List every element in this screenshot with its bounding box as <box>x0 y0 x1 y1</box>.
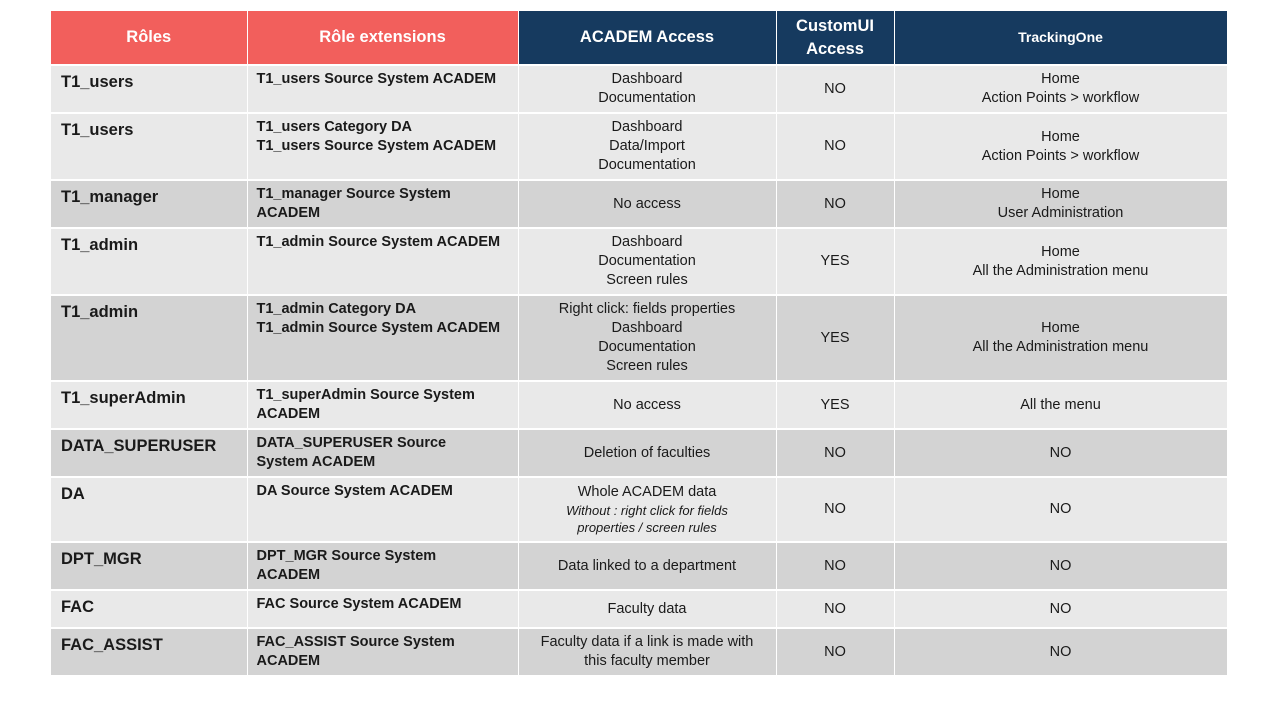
academ-access-line: Dashboard <box>611 320 683 336</box>
table-row <box>51 590 1227 628</box>
role-cell: T1_admin <box>51 228 247 295</box>
academ-access-line: Documentation <box>598 157 696 173</box>
table-row <box>51 542 1227 590</box>
academ-access-cell <box>518 180 776 228</box>
academ-access-note: properties / screen rules <box>577 520 717 535</box>
trackingone-cell <box>894 65 1227 113</box>
role-extension-cell <box>247 295 518 381</box>
trackingone-cell <box>894 113 1227 180</box>
academ-access-line: Faculty data if a link is made with <box>540 634 754 650</box>
table-row <box>51 65 1227 113</box>
academ-access-line: Whole ACADEM data <box>577 484 717 500</box>
trackingone-line: NO <box>1049 600 1072 617</box>
trackingone-line: NO <box>1049 444 1072 461</box>
academ-access-line: Dashboard <box>611 119 683 135</box>
customui-access-cell: NO <box>776 628 894 676</box>
customui-access-cell: NO <box>776 477 894 542</box>
header-roles: Rôles <box>51 11 247 65</box>
trackingone-line: Home <box>1041 71 1080 87</box>
header-trackingone: TrackingOne <box>894 11 1227 65</box>
role-extension-line: FAC Source System ACADEM <box>256 596 462 612</box>
academ-access-cell <box>518 542 776 590</box>
header-row <box>51 11 1227 65</box>
role-extension-line: T1_admin Source System ACADEM <box>256 320 501 336</box>
role-extension-line: T1_users Source System ACADEM <box>256 138 497 154</box>
role-extension-cell <box>247 590 518 628</box>
trackingone-line: Action Points > workflow <box>981 147 1140 164</box>
header-academ-access: ACADEM Access <box>518 11 776 65</box>
trackingone-line: Home <box>1041 320 1080 336</box>
academ-access-cell <box>518 590 776 628</box>
academ-access-line: Documentation <box>598 90 696 106</box>
trackingone-line: All the menu <box>1020 396 1101 413</box>
trackingone-line: All the Administration menu <box>972 262 1149 279</box>
role-extension-cell <box>247 381 518 429</box>
trackingone-line: Home <box>1041 186 1080 202</box>
role-cell: DATA_SUPERUSER <box>51 429 247 477</box>
customui-access-cell: YES <box>776 228 894 295</box>
role-cell: T1_manager <box>51 180 247 228</box>
trackingone-line: NO <box>1049 501 1072 517</box>
role-cell: DPT_MGR <box>51 542 247 590</box>
role-extension-line: ACADEM <box>256 406 321 422</box>
role-cell: T1_users <box>51 113 247 180</box>
role-extension-cell <box>247 228 518 295</box>
table-row <box>51 180 1227 228</box>
trackingone-line: Home <box>1041 243 1080 260</box>
role-extension-cell <box>247 429 518 477</box>
role-extension-cell <box>247 113 518 180</box>
customui-access-cell: NO <box>776 180 894 228</box>
academ-access-line: No access <box>613 396 681 413</box>
role-extension-line: T1_superAdmin Source System <box>256 387 475 403</box>
customui-access-cell: NO <box>776 429 894 477</box>
academ-access-cell <box>518 477 776 542</box>
trackingone-cell <box>894 228 1227 295</box>
academ-access-line: Faculty data <box>607 600 687 617</box>
table-row <box>51 429 1227 477</box>
role-extension-cell <box>247 477 518 542</box>
trackingone-cell <box>894 628 1227 676</box>
role-extension-line: T1_admin Source System ACADEM <box>256 234 501 250</box>
academ-access-line: Right click: fields properties <box>558 301 736 317</box>
customui-access-cell: YES <box>776 381 894 429</box>
table-row <box>51 228 1227 295</box>
role-extension-cell <box>247 180 518 228</box>
role-extension-line: ACADEM <box>256 653 321 669</box>
academ-access-line: Documentation <box>598 253 696 269</box>
academ-access-cell <box>518 381 776 429</box>
role-extension-line: FAC_ASSIST Source System <box>256 634 455 650</box>
academ-access-line: No access <box>613 195 681 212</box>
role-extension-line: T1_users Source System ACADEM <box>256 71 497 87</box>
header-customui-access <box>776 11 894 65</box>
trackingone-line: All the Administration menu <box>972 339 1149 355</box>
role-extension-cell <box>247 628 518 676</box>
table-row <box>51 628 1227 676</box>
role-extension-line: System ACADEM <box>256 454 376 470</box>
role-extension-line: DA Source System ACADEM <box>256 483 453 499</box>
customui-access-cell: NO <box>776 113 894 180</box>
trackingone-line: Action Points > workflow <box>981 90 1140 106</box>
customui-access-cell: YES <box>776 295 894 381</box>
header-role-extensions: Rôle extensions <box>247 11 518 65</box>
role-extension-line: ACADEM <box>256 205 321 221</box>
trackingone-cell <box>894 590 1227 628</box>
academ-access-cell <box>518 295 776 381</box>
role-extension-cell <box>247 542 518 590</box>
role-extension-line: T1_users Category DA <box>256 119 413 135</box>
role-cell: FAC_ASSIST <box>51 628 247 676</box>
role-extension-line: T1_manager Source System <box>256 186 451 202</box>
academ-access-cell <box>518 429 776 477</box>
role-cell: T1_users <box>51 65 247 113</box>
header-customui-line2: Access <box>806 39 864 58</box>
academ-access-line: Data linked to a department <box>557 557 737 574</box>
customui-access-cell: NO <box>776 65 894 113</box>
trackingone-line: NO <box>1049 643 1072 660</box>
role-extension-line: ACADEM <box>256 567 321 583</box>
academ-access-cell <box>518 628 776 676</box>
academ-access-note: Without : right click for fields <box>566 503 728 518</box>
role-extension-line: T1_admin Category DA <box>256 301 417 317</box>
trackingone-cell <box>894 542 1227 590</box>
academ-access-cell <box>518 113 776 180</box>
role-cell: DA <box>51 477 247 542</box>
customui-access-cell: NO <box>776 542 894 590</box>
trackingone-cell <box>894 477 1227 542</box>
role-cell: T1_superAdmin <box>51 381 247 429</box>
header-customui-line1: CustomUI <box>796 16 874 35</box>
trackingone-line: NO <box>1049 557 1072 574</box>
academ-access-line: Documentation <box>598 339 696 355</box>
table-row <box>51 381 1227 429</box>
table-row <box>51 477 1227 542</box>
role-cell: T1_admin <box>51 295 247 381</box>
customui-access-cell: NO <box>776 590 894 628</box>
trackingone-cell <box>894 295 1227 381</box>
trackingone-line: User Administration <box>997 205 1124 221</box>
academ-access-line: Screen rules <box>606 272 688 288</box>
trackingone-line: Home <box>1041 128 1080 145</box>
trackingone-cell <box>894 381 1227 429</box>
trackingone-cell <box>894 180 1227 228</box>
academ-access-cell <box>518 228 776 295</box>
table-row <box>51 113 1227 180</box>
role-extension-line: DATA_SUPERUSER Source <box>256 435 447 451</box>
academ-access-line: Dashboard <box>611 71 683 87</box>
academ-access-line: this faculty member <box>584 653 710 669</box>
role-extension-cell <box>247 65 518 113</box>
role-extension-line: DPT_MGR Source System <box>256 548 437 564</box>
academ-access-line: Deletion of faculties <box>583 444 711 461</box>
table-row <box>51 295 1227 381</box>
table-body <box>51 65 1227 676</box>
academ-access-line: Dashboard <box>611 234 683 250</box>
academ-access-cell <box>518 65 776 113</box>
trackingone-cell <box>894 429 1227 477</box>
roles-access-table <box>51 11 1228 677</box>
role-cell: FAC <box>51 590 247 628</box>
academ-access-line: Data/Import <box>609 138 685 154</box>
academ-access-line: Screen rules <box>606 358 688 374</box>
